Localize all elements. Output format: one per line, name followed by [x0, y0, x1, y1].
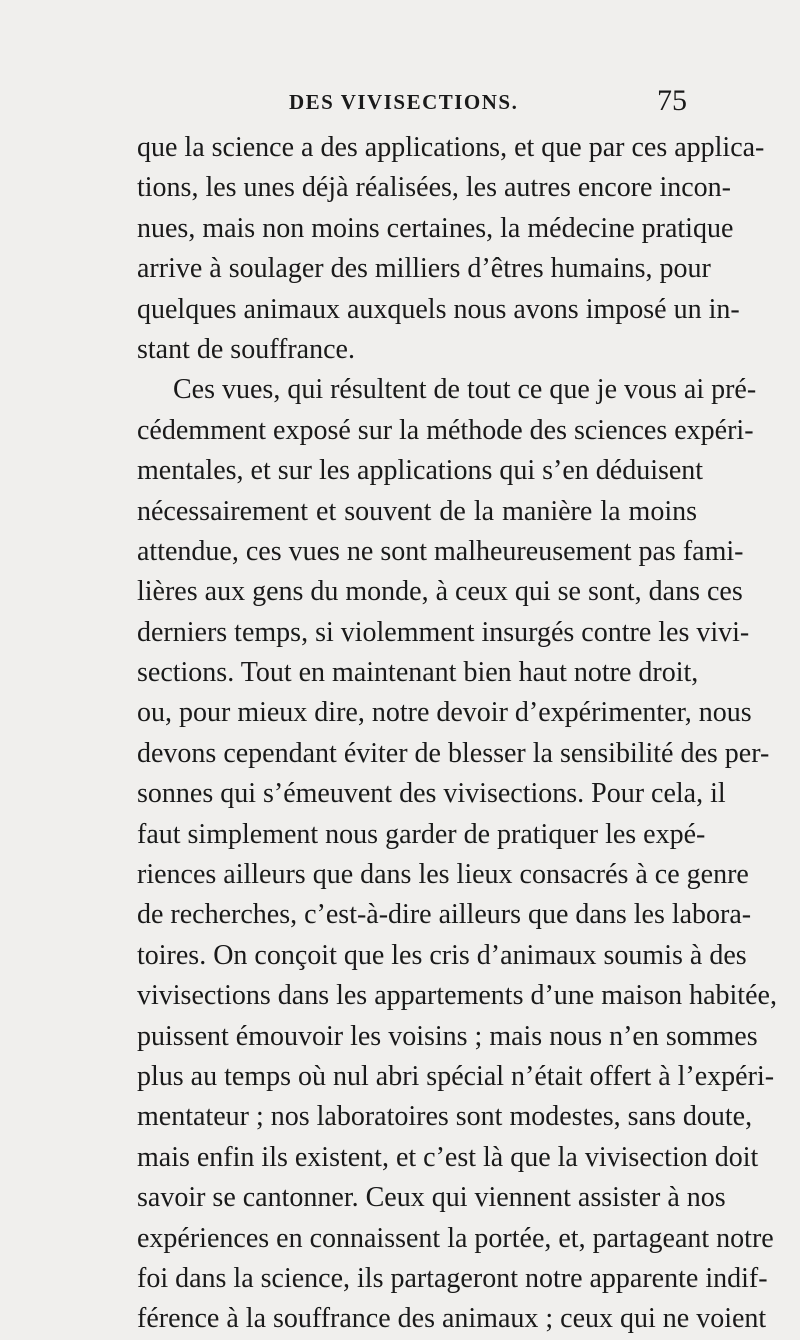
text-line: plus au temps où nul abri spécial n’était offert à l’expéri- — [137, 1060, 775, 1092]
text-line: nécessairement et souvent de la manière la moins — [137, 495, 697, 527]
text-line: tions, les unes déjà réalisées, les autres encore incon- — [137, 172, 732, 204]
text-line: quelques animaux auxquels nous avons imposé un in- — [137, 293, 740, 325]
text-line: cédemment exposé sur la méthode des sciences expéri- — [137, 414, 754, 446]
text-line: attendue, ces vues ne sont malheureusement pas fami- — [137, 535, 744, 567]
text-line: faut simplement nous garder de pratiquer les expé- — [137, 818, 706, 850]
text-line: sections. Tout en maintenant bien haut notre droit, — [137, 657, 699, 689]
text-line: férence à la souffrance des animaux ; ceux qui ne voient — [137, 1303, 767, 1335]
running-head — [0, 86, 800, 126]
text-line: derniers temps, si violemment insurgés contre les vivi- — [137, 616, 750, 648]
body-text — [137, 128, 777, 1340]
text-line: foi dans la science, ils partageront notre apparente indif- — [137, 1262, 768, 1294]
text-line: sonnes qui s’émeuvent des vivisections. Pour cela, il — [137, 778, 726, 810]
text-line: stant de souffrance. — [137, 333, 355, 365]
running-title: DES VIVISECTIONS. — [289, 90, 519, 114]
page-number: 75 — [657, 84, 687, 117]
text-line: riences ailleurs que dans les lieux consacrés à ce genre — [137, 859, 749, 891]
text-line: nues, mais non moins certaines, la médecine pratique — [137, 212, 734, 244]
text-line: savoir se cantonner. Ceux qui viennent assister à nos — [137, 1182, 726, 1214]
text-line: ou, pour mieux dire, notre devoir d’expérimenter, nous — [137, 697, 752, 729]
text-line: vivisections dans les appartements d’une maison habitée, — [137, 980, 777, 1012]
text-line: mais enfin ils existent, et c’est là que la vivisection doit — [137, 1141, 759, 1173]
text-line: expériences en connaissent la portée, et, partageant notre — [137, 1222, 774, 1254]
text-line: devons cependant éviter de blesser la sensibilité des per- — [137, 737, 770, 769]
text-line: mentateur ; nos laboratoires sont modestes, sans doute, — [137, 1101, 753, 1133]
text-line: de recherches, c’est-à-dire ailleurs que dans les labora- — [137, 899, 752, 931]
text-line: arrive à soulager des milliers d’êtres humains, pour — [137, 253, 711, 285]
text-line: puissent émouvoir les voisins ; mais nous n’en sommes — [137, 1020, 758, 1052]
text-line: toires. On conçoit que les cris d’animaux soumis à des — [137, 939, 747, 971]
text-line: mentales, et sur les applications qui s’en déduisent — [137, 455, 704, 487]
text-line: que la science a des applications, et que par ces applica- — [137, 132, 765, 163]
text-line: Ces vues, qui résultent de tout ce que je vous ai pré- — [173, 374, 757, 406]
text-line: lières aux gens du monde, à ceux qui se sont, dans ces — [137, 576, 743, 608]
